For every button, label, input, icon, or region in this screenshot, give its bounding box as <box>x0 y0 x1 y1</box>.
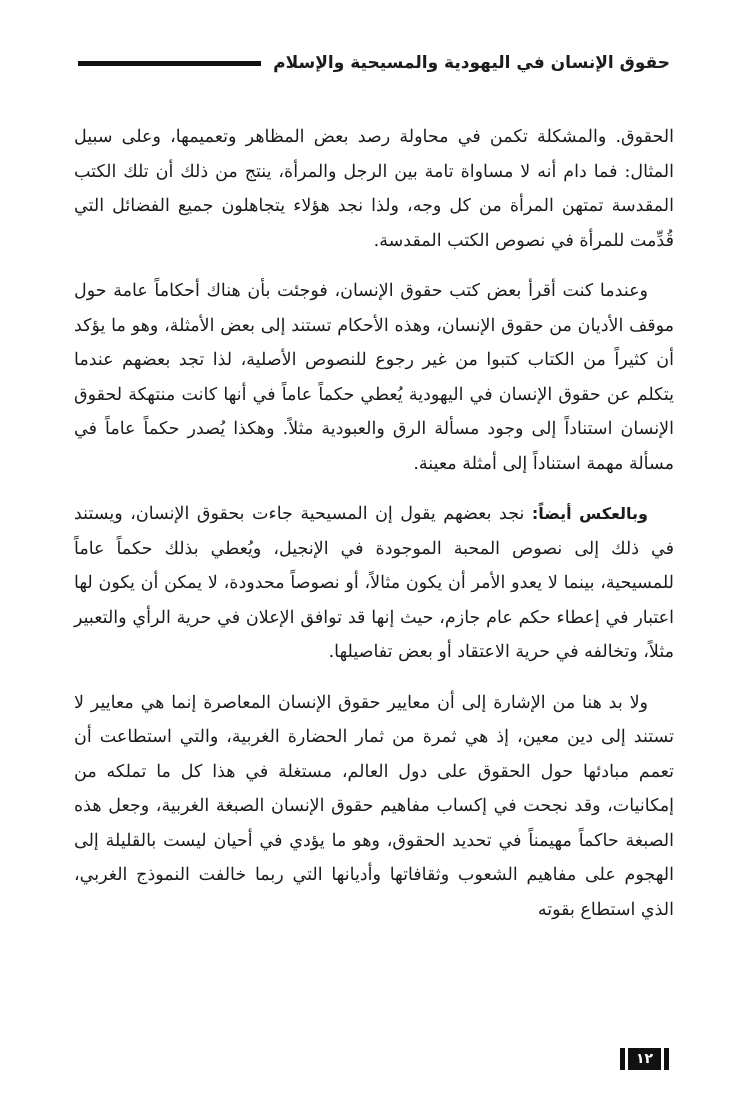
paragraph-1: الحقوق. والمشكلة تكمن في محاولة رصد بعض المظاهر وتعميمها، وعلى سبيل المثال: فما دام أنه لا مساواة تامة بين الرجل والمرأة، ينتج من ذلك أن تلك الكتب المقدسة تمتهن المرأة من كل وجه، ولذا نجد هؤلاء يتجاهلون جميع الفضائل التي قُدِّمت للمرأة في نصوص الكتب المقدسة. <box>74 127 674 251</box>
footer-bar-left <box>620 1048 625 1070</box>
page-footer <box>620 1048 669 1070</box>
page-number: ١٢ <box>628 1048 661 1070</box>
running-header <box>78 48 670 78</box>
paragraph-4: ولا بد هنا من الإشارة إلى أن معايير حقوق الإنسان المعاصرة إنما هي معايير لا تستند إلى دين معين، إذ هي ثمرة من ثمار الحضارة الغربية، والتي استطاعت أن تعمم مبادئها حول الحقوق على دول العالم، مستغلة في هذا كل ما تملكه من إمكانيات، وقد نجحت في إكساب مفاهيم حقوق الإنسان الصبغة الغربية، وجعل هذه الصبغة حاكماً مهيمناً في تحديد الحقوق، وهو ما يؤدي في أحيان ليست بالقليلة إلى الهجوم على مفاهيم الشعوب وثقافاتها وأديانها التي ربما خالفت النموذج الغربي، الذي استطاع بقوته <box>74 692 674 920</box>
paragraph-3 <box>74 497 674 670</box>
paragraph-3-text: نجد بعضهم يقول إن المسيحية جاءت بحقوق الإنسان، ويستند في ذلك إلى نصوص المحبة الموجودة في الإنجيل، ويُعطي بذلك حكماً عاماً للمسيحية، بينما لا يعدو الأمر أن يكون مثالاً، أو نصوصاً محدودة، لا يمكن أن يكون لها اعتبار في إعطاء حكم عام جازم، حيث إنها قد توافق الإعلان في حرية الرأي والتعبير مثلاً، وتخالفه في حرية الاعتقاد أو بعض تفاصيلها. <box>74 504 674 662</box>
header-rule <box>78 61 261 66</box>
footer-bar-right <box>664 1048 669 1070</box>
paragraph-2: وعندما كنت أقرأ بعض كتب حقوق الإنسان، فوجئت بأن هناك أحكاماً عامة حول موقف الأديان من حقوق الإنسان، وهذه الأحكام تستند إلى بعض الأمثلة، وهو ما يؤكد أن كثيراً من الكتاب كتبوا من غير رجوع للنصوص الأصلية، لذا تجد بعضهم عندما يتكلم عن حقوق الإنسان في اليهودية يُعطي حكماً عاماً في أنها كانت منتهكة لحقوق الإنسان استناداً إلى وجود مسألة الرق والعبودية مثلاً. وهكذا يُصدر حكماً عاماً في مسألة مهمة استناداً إلى أمثلة معينة. <box>74 281 674 474</box>
paragraph-3-lead: وبالعكس أيضاً: <box>531 504 648 523</box>
body-text <box>74 120 674 943</box>
header-title: حقوق الإنسان في اليهودية والمسيحية والإسلام <box>273 53 670 73</box>
